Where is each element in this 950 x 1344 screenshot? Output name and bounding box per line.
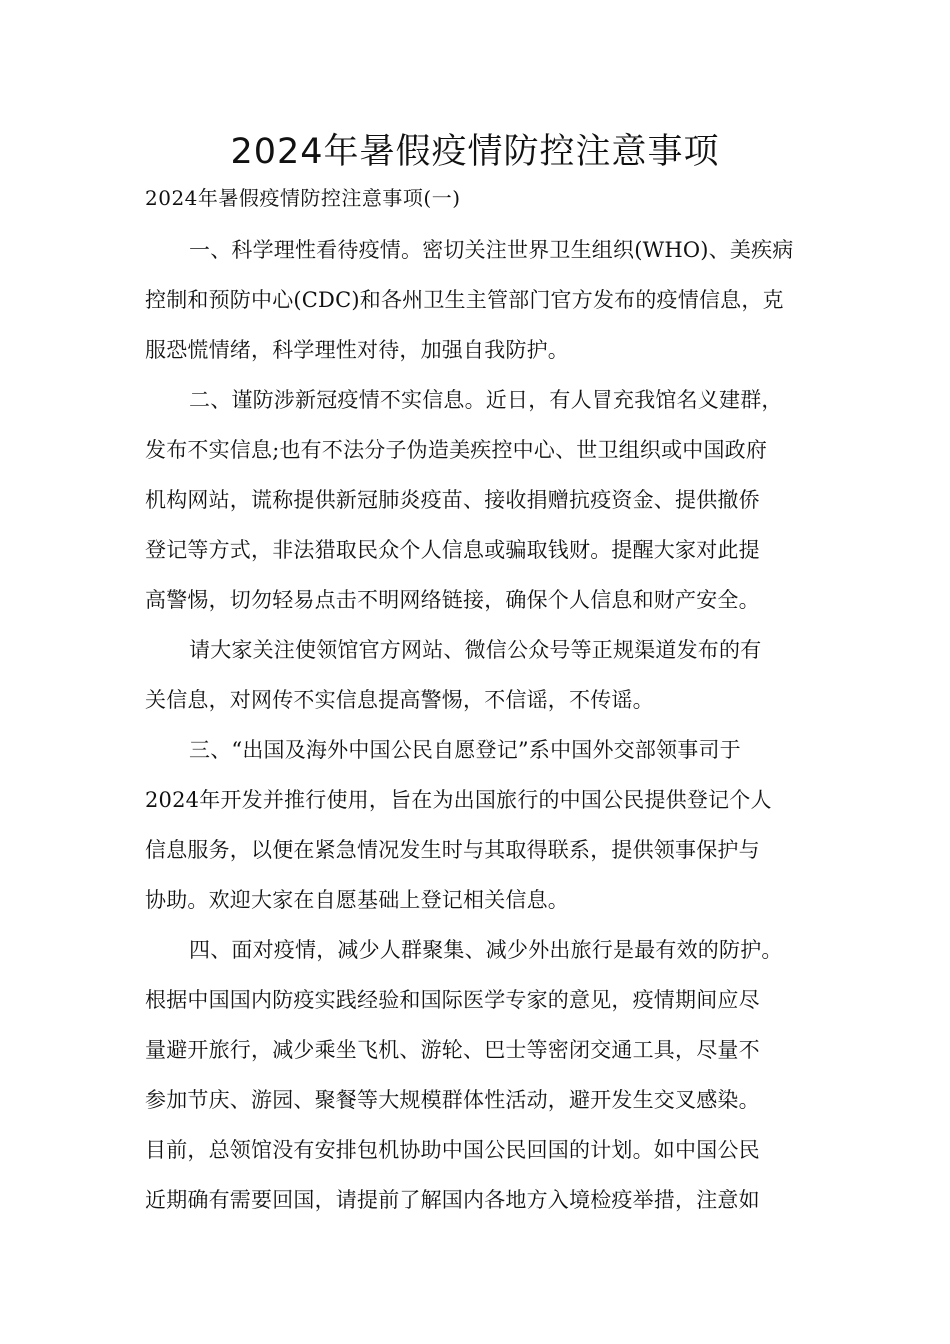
text-line: 请大家关注使领馆官方网站、微信公众号等正规渠道发布的有 [189,638,762,662]
document-subtitle: 2024年暑假疫情防控注意事项(一) [145,186,461,210]
text-line: 量避开旅行，减少乘坐飞机、游轮、巴士等密闭交通工具，尽量不 [145,1038,760,1062]
text-line: 四、面对疫情，减少人群聚集、减少外出旅行是最有效的防护。 [189,938,783,962]
text-line: 发布不实信息;也有不法分子伪造美疾控中心、世卫组织或中国政府 [145,438,768,462]
text-line: 关信息，对网传不实信息提高警惕，不信谣，不传谣。 [145,688,654,712]
text-line: 三、“出国及海外中国公民自愿登记”系中国外交部领事司于 [189,738,741,762]
text-line: 信息服务，以便在紧急情况发生时与其取得联系，提供领事保护与 [145,838,760,862]
text-line: 控制和预防中心(CDC)和各州卫生主管部门官方发布的疫情信息，克 [145,288,784,312]
document-title: 2024年暑假疫情防控注意事项 [230,132,720,172]
text-line: 目前，总领馆没有安排包机协助中国公民回国的计划。如中国公民 [145,1138,760,1162]
text-line: 2024年开发并推行使用，旨在为出国旅行的中国公民提供登记个人 [145,788,772,812]
text-line: 一、科学理性看待疫情。密切关注世界卫生组织(WHO)、美疾病 [189,238,794,262]
text-line: 二、谨防涉新冠疫情不实信息。近日，有人冒充我馆名义建群， [189,388,783,412]
document-body [145,225,810,1225]
text-line: 服恐慌情绪，科学理性对待，加强自我防护。 [145,338,569,362]
text-line: 登记等方式，非法猎取民众个人信息或骗取钱财。提醒大家对此提 [145,538,760,562]
text-line: 高警惕，切勿轻易点击不明网络链接，确保个人信息和财产安全。 [145,588,760,612]
text-line: 根据中国国内防疫实践经验和国际医学专家的意见，疫情期间应尽 [145,988,760,1012]
text-line: 近期确有需要回国，请提前了解国内各地方入境检疫举措，注意如 [145,1188,760,1212]
text-line: 参加节庆、游园、聚餐等大规模群体性活动，避开发生交叉感染。 [145,1088,760,1112]
text-line: 机构网站，谎称提供新冠肺炎疫苗、接收捐赠抗疫资金、提供撤侨 [145,488,760,512]
text-line: 协助。欢迎大家在自愿基础上登记相关信息。 [145,888,569,912]
